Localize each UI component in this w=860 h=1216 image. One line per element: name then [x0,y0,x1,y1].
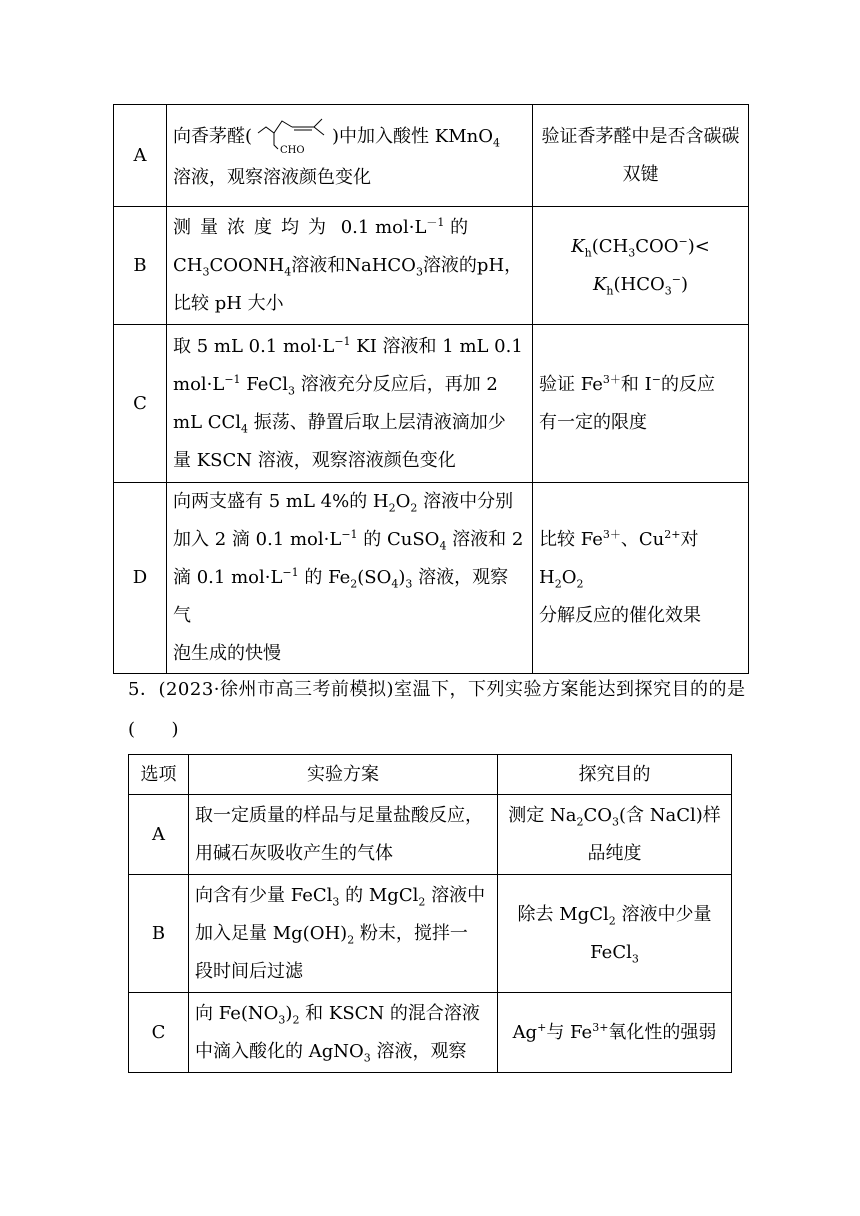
table-header-row [129,755,732,795]
option-cell: B [129,875,189,993]
table-row [129,875,732,993]
option-cell: D [114,483,167,674]
purpose-cell: Ag+与 $Fe^{3+}$氧化性的强弱 [498,993,732,1073]
plan-cell: 向 $Fe(NO_3)_2$ 和 KSCN 的混合溶液 中滴入酸化的 AgNO$_3$ 溶液，观察 [189,993,498,1073]
table-row [114,207,749,325]
header-option: 选项 [129,755,189,795]
table-row [114,483,749,674]
plan-cell: 取一定质量的样品与足量盐酸反应，用碱石灰吸收产生的气体 [189,795,498,875]
plan-cell: 向两支盛有 5 mL 4%的 $H_2O_2$ 溶液中分别 加入 2 滴 0.1 $mol\cdot L^{-1}$ 的 CuSO$_4$ 溶液和 2 滴 0.1 $mol\cdot L^{-1}$ 的 $Fe_2(SO_4)_3$ 溶液，观察气 泡生成的快慢 [167,483,533,674]
purpose-cell: 测定 $Na_2CO_3$(含 NaCl)样 品纯度 [498,795,732,875]
plan-cell: 向含有少量 FeCl$_3$ 的 MgCl$_2$ 溶液中 加入足量 $Mg(OH)_2$ 粉末，搅拌一 段时间后过滤 [189,875,498,993]
table-row [129,993,732,1073]
purpose-cell: 除去 MgCl$_2$ 溶液中少量 FeCl$_3$ [498,875,732,993]
svg-text:CHO: CHO [280,144,305,156]
experiment-table-q5 [128,754,732,1073]
option-cell: A [129,795,189,875]
purpose-cell: $K_h(CH_3COO^-)<$ $K_h(HCO_3^-)$ [533,207,749,325]
option-cell: B [114,207,167,325]
plan-cell: 向香茅醛( CHO )中加入酸性 KMnO$_4$ 溶液，观察溶液颜色变化 [167,105,533,207]
experiment-table-previous [113,104,749,674]
header-plan: 实验方案 [189,755,498,795]
purpose-cell: 验证 $Fe^{3+}$和 I−的反应 有一定的限度 [533,325,749,483]
table-row [114,105,749,207]
table-row [114,325,749,483]
plan-cell: 测量浓度均为 0.1 $mol\cdot L^{-1}$ 的 $CH_3COONH_4$溶液和NaHCO$_3$溶液的pH， 比较 pH 大小 [167,207,533,325]
purpose-cell: 比较 $Fe^{3+}$、$Cu^{2+}$对 $H_2O_2$ 分解反应的催化效果 [533,483,749,674]
option-cell: C [114,325,167,483]
table-row [129,795,732,875]
citronellal-structure-icon [252,115,332,159]
question-5: 5．(2023·徐州市高三考前模拟)室温下，下列实验方案能达到探究目的的是( ) [128,679,746,740]
option-cell: C [129,993,189,1073]
header-purpose: 探究目的 [498,755,732,795]
plan-cell: 取 5 mL 0.1 $mol\cdot L^{-1}$ KI 溶液和 1 mL 0.1 $mol\cdot L^{-1}$ FeCl$_3$ 溶液充分反应后，再加 2 mL CCl$_4$ 振荡、静置后取上层清液滴加少 量 KSCN 溶液，观察溶液颜色变化 [167,325,533,483]
option-cell: A [114,105,167,207]
purpose-cell: 验证香茅醛中是否含碳碳双键 [533,105,749,207]
